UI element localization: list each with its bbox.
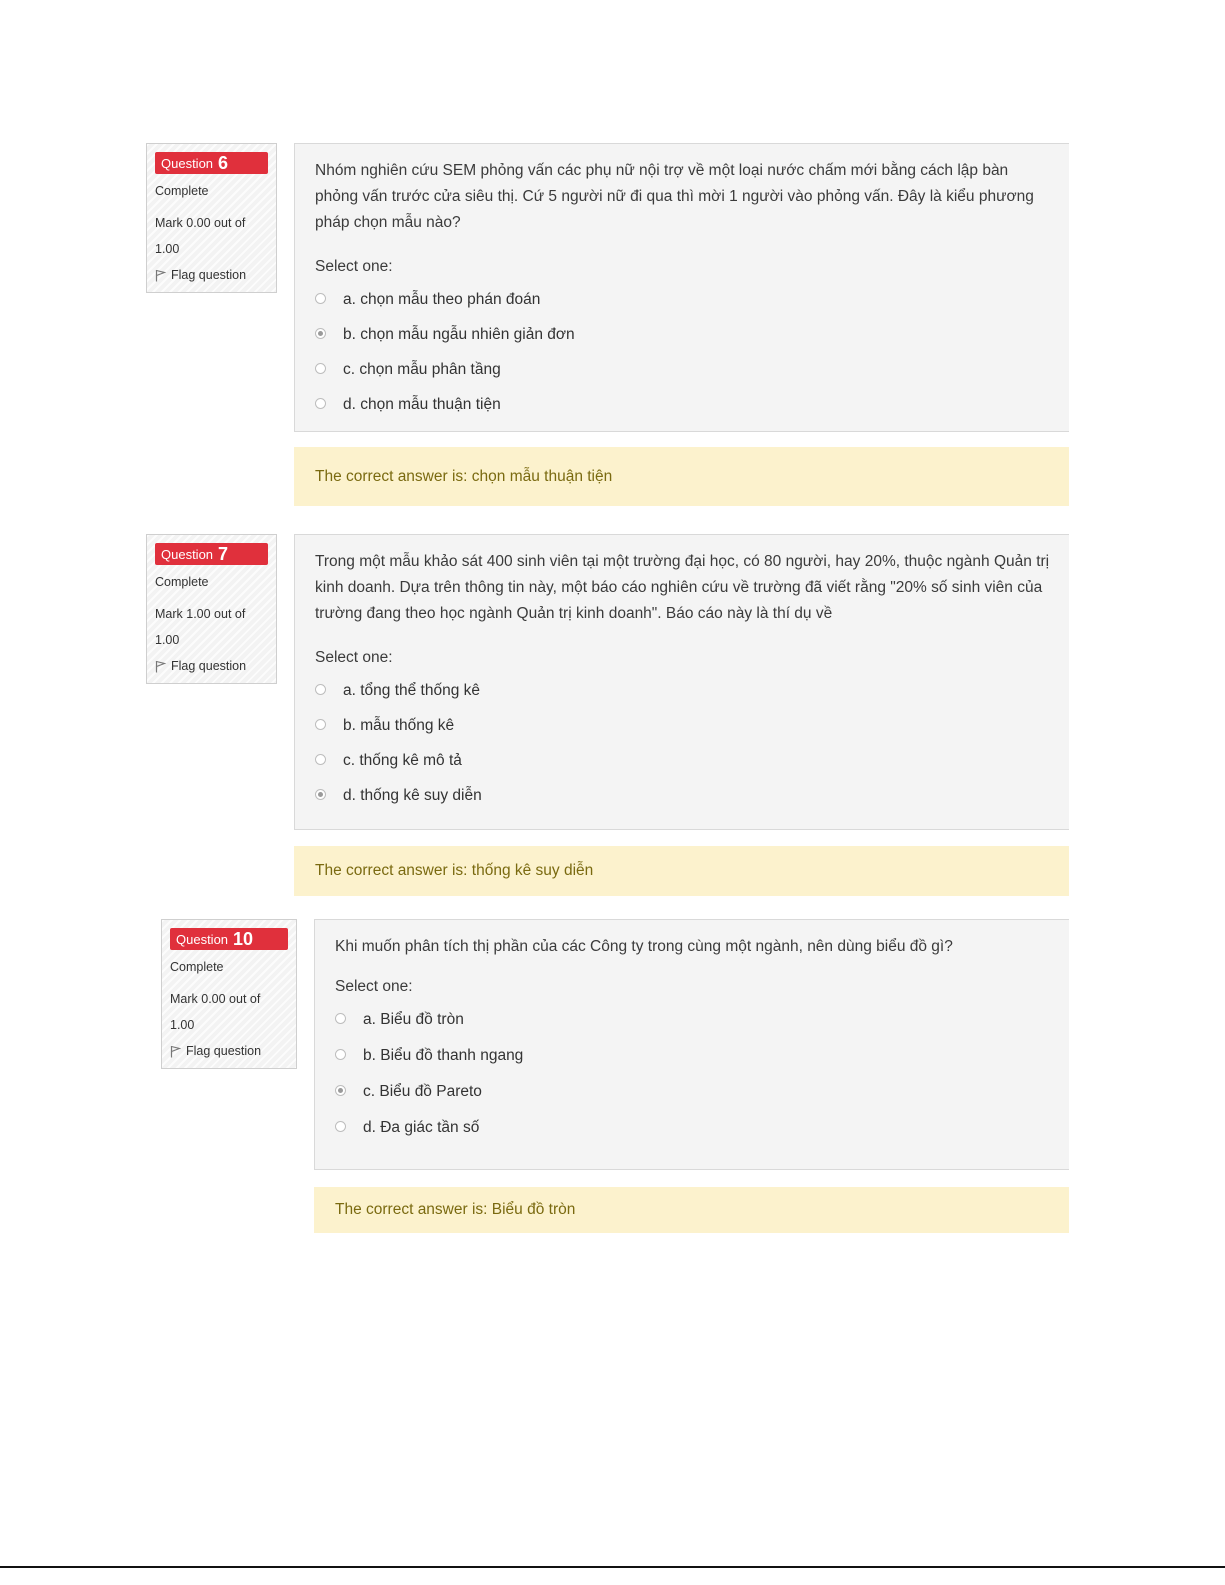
flag-question-label: Flag question [186,1044,262,1058]
answer-label: b. chọn mẫu ngẫu nhiên giản đơn [343,325,575,343]
correct-answer-feedback: The correct answer is: chọn mẫu thuận tiện [294,447,1069,506]
radio-button[interactable] [315,684,326,695]
radio-button[interactable] [315,719,326,730]
grade-line-2: 1.00 [155,242,180,256]
question-content [314,919,1069,1170]
question-text: Khi muốn phân tích thị phần của các Công ty trong cùng một ngành, nên dùng biểu đồ gì? [335,938,953,955]
question-info [161,919,297,1069]
question-word: Question [161,155,214,171]
flag-icon [155,660,166,673]
select-one-prompt: Select one: [335,978,413,995]
answer-label: a. tổng thể thống kê [343,681,481,699]
flag-question-label: Flag question [171,268,247,282]
grade-line-1: Mark 1.00 out of [155,607,246,621]
radio-button[interactable] [335,1049,346,1060]
question-number-badge [170,928,288,950]
answer-option[interactable] [315,352,1051,387]
radio-button[interactable] [315,398,326,409]
answer-label: c. Biểu đồ Pareto [363,1083,482,1100]
radio-button[interactable] [315,754,326,765]
answer-option[interactable] [315,708,1051,743]
radio-button[interactable] [315,363,326,374]
grade-line-1: Mark 0.00 out of [170,992,261,1006]
answer-option[interactable] [315,387,1051,422]
question-content [294,534,1069,830]
answer-label: b. mẫu thống kê [343,716,455,734]
question-number: 7 [218,543,229,564]
radio-button-selected[interactable] [315,789,326,800]
page-bottom-rule [0,1566,1225,1568]
question-text: Trong một mẫu khảo sát 400 sinh viên tại một trường đại học, có 80 người, hay 20%, thuộc ngành Quản trị kinh doanh. Dựa trên thông tin này, một báo cáo nghiên cứu về trường đã viết rằng "20% số sinh viên của trường đang theo học ngành Quản trị kinh doanh". Báo cáo này là thí dụ về [315,553,1050,622]
radio-button-selected[interactable] [315,328,326,339]
question-grade [170,986,288,1038]
answer-option[interactable] [315,743,1051,778]
question-number: 6 [218,152,229,173]
question-grade [155,601,268,653]
answer-option[interactable] [315,673,1051,708]
answer-list [315,673,1051,813]
answer-option[interactable] [315,317,1051,352]
answer-option[interactable] [335,1074,1051,1110]
flag-icon [170,1045,181,1058]
flag-question-button[interactable] [155,659,268,673]
select-one-prompt: Select one: [315,649,393,666]
answer-list [335,1002,1051,1146]
select-one-prompt: Select one: [315,258,393,275]
radio-button[interactable] [315,293,326,304]
answer-label: d. Đa giác tần số [363,1119,480,1136]
answer-label: c. chọn mẫu phân tầng [343,360,501,378]
question-word: Question [176,931,229,947]
question-info [146,143,277,293]
answer-label: d. thống kê suy diễn [343,786,482,804]
question-text: Nhóm nghiên cứu SEM phỏng vấn các phụ nữ nội trợ về một loại nước chấm mới bằng cách lập bàn phỏng vấn trước cửa siêu thị. Cứ 5 người nữ đi qua thì mời 1 người vào phỏng vấn. Đây là kiểu phương pháp chọn mẫu nào? [315,162,1034,231]
answer-label: a. chọn mẫu theo phán đoán [343,290,541,308]
answer-label: d. chọn mẫu thuận tiện [343,395,501,413]
question-grade [155,210,268,262]
answer-option[interactable] [315,282,1051,317]
flag-question-button[interactable] [155,268,268,282]
question-info [146,534,277,684]
grade-line-2: 1.00 [155,633,180,647]
question-number-badge [155,543,268,565]
question-number-badge [155,152,268,174]
question-state: Complete [155,184,209,198]
flag-icon [155,269,166,282]
question-state: Complete [155,575,209,589]
answer-option[interactable] [335,1002,1051,1038]
radio-button[interactable] [335,1013,346,1024]
answer-option[interactable] [335,1038,1051,1074]
answer-option[interactable] [335,1110,1051,1146]
answer-option[interactable] [315,778,1051,813]
correct-answer-feedback: The correct answer is: Biểu đồ tròn [314,1187,1069,1233]
grade-line-2: 1.00 [170,1018,195,1032]
answer-label: b. Biểu đồ thanh ngang [363,1047,524,1064]
radio-button[interactable] [335,1121,346,1132]
question-content [294,143,1069,432]
answer-label: c. thống kê mô tả [343,751,462,769]
flag-question-button[interactable] [170,1044,288,1058]
answer-label: a. Biểu đồ tròn [363,1011,464,1028]
question-number: 10 [233,928,254,949]
grade-line-1: Mark 0.00 out of [155,216,246,230]
question-word: Question [161,546,214,562]
radio-button-selected[interactable] [335,1085,346,1096]
correct-answer-feedback: The correct answer is: thống kê suy diễn [294,846,1069,896]
question-state: Complete [170,960,224,974]
answer-list [315,282,1051,422]
flag-question-label: Flag question [171,659,247,673]
